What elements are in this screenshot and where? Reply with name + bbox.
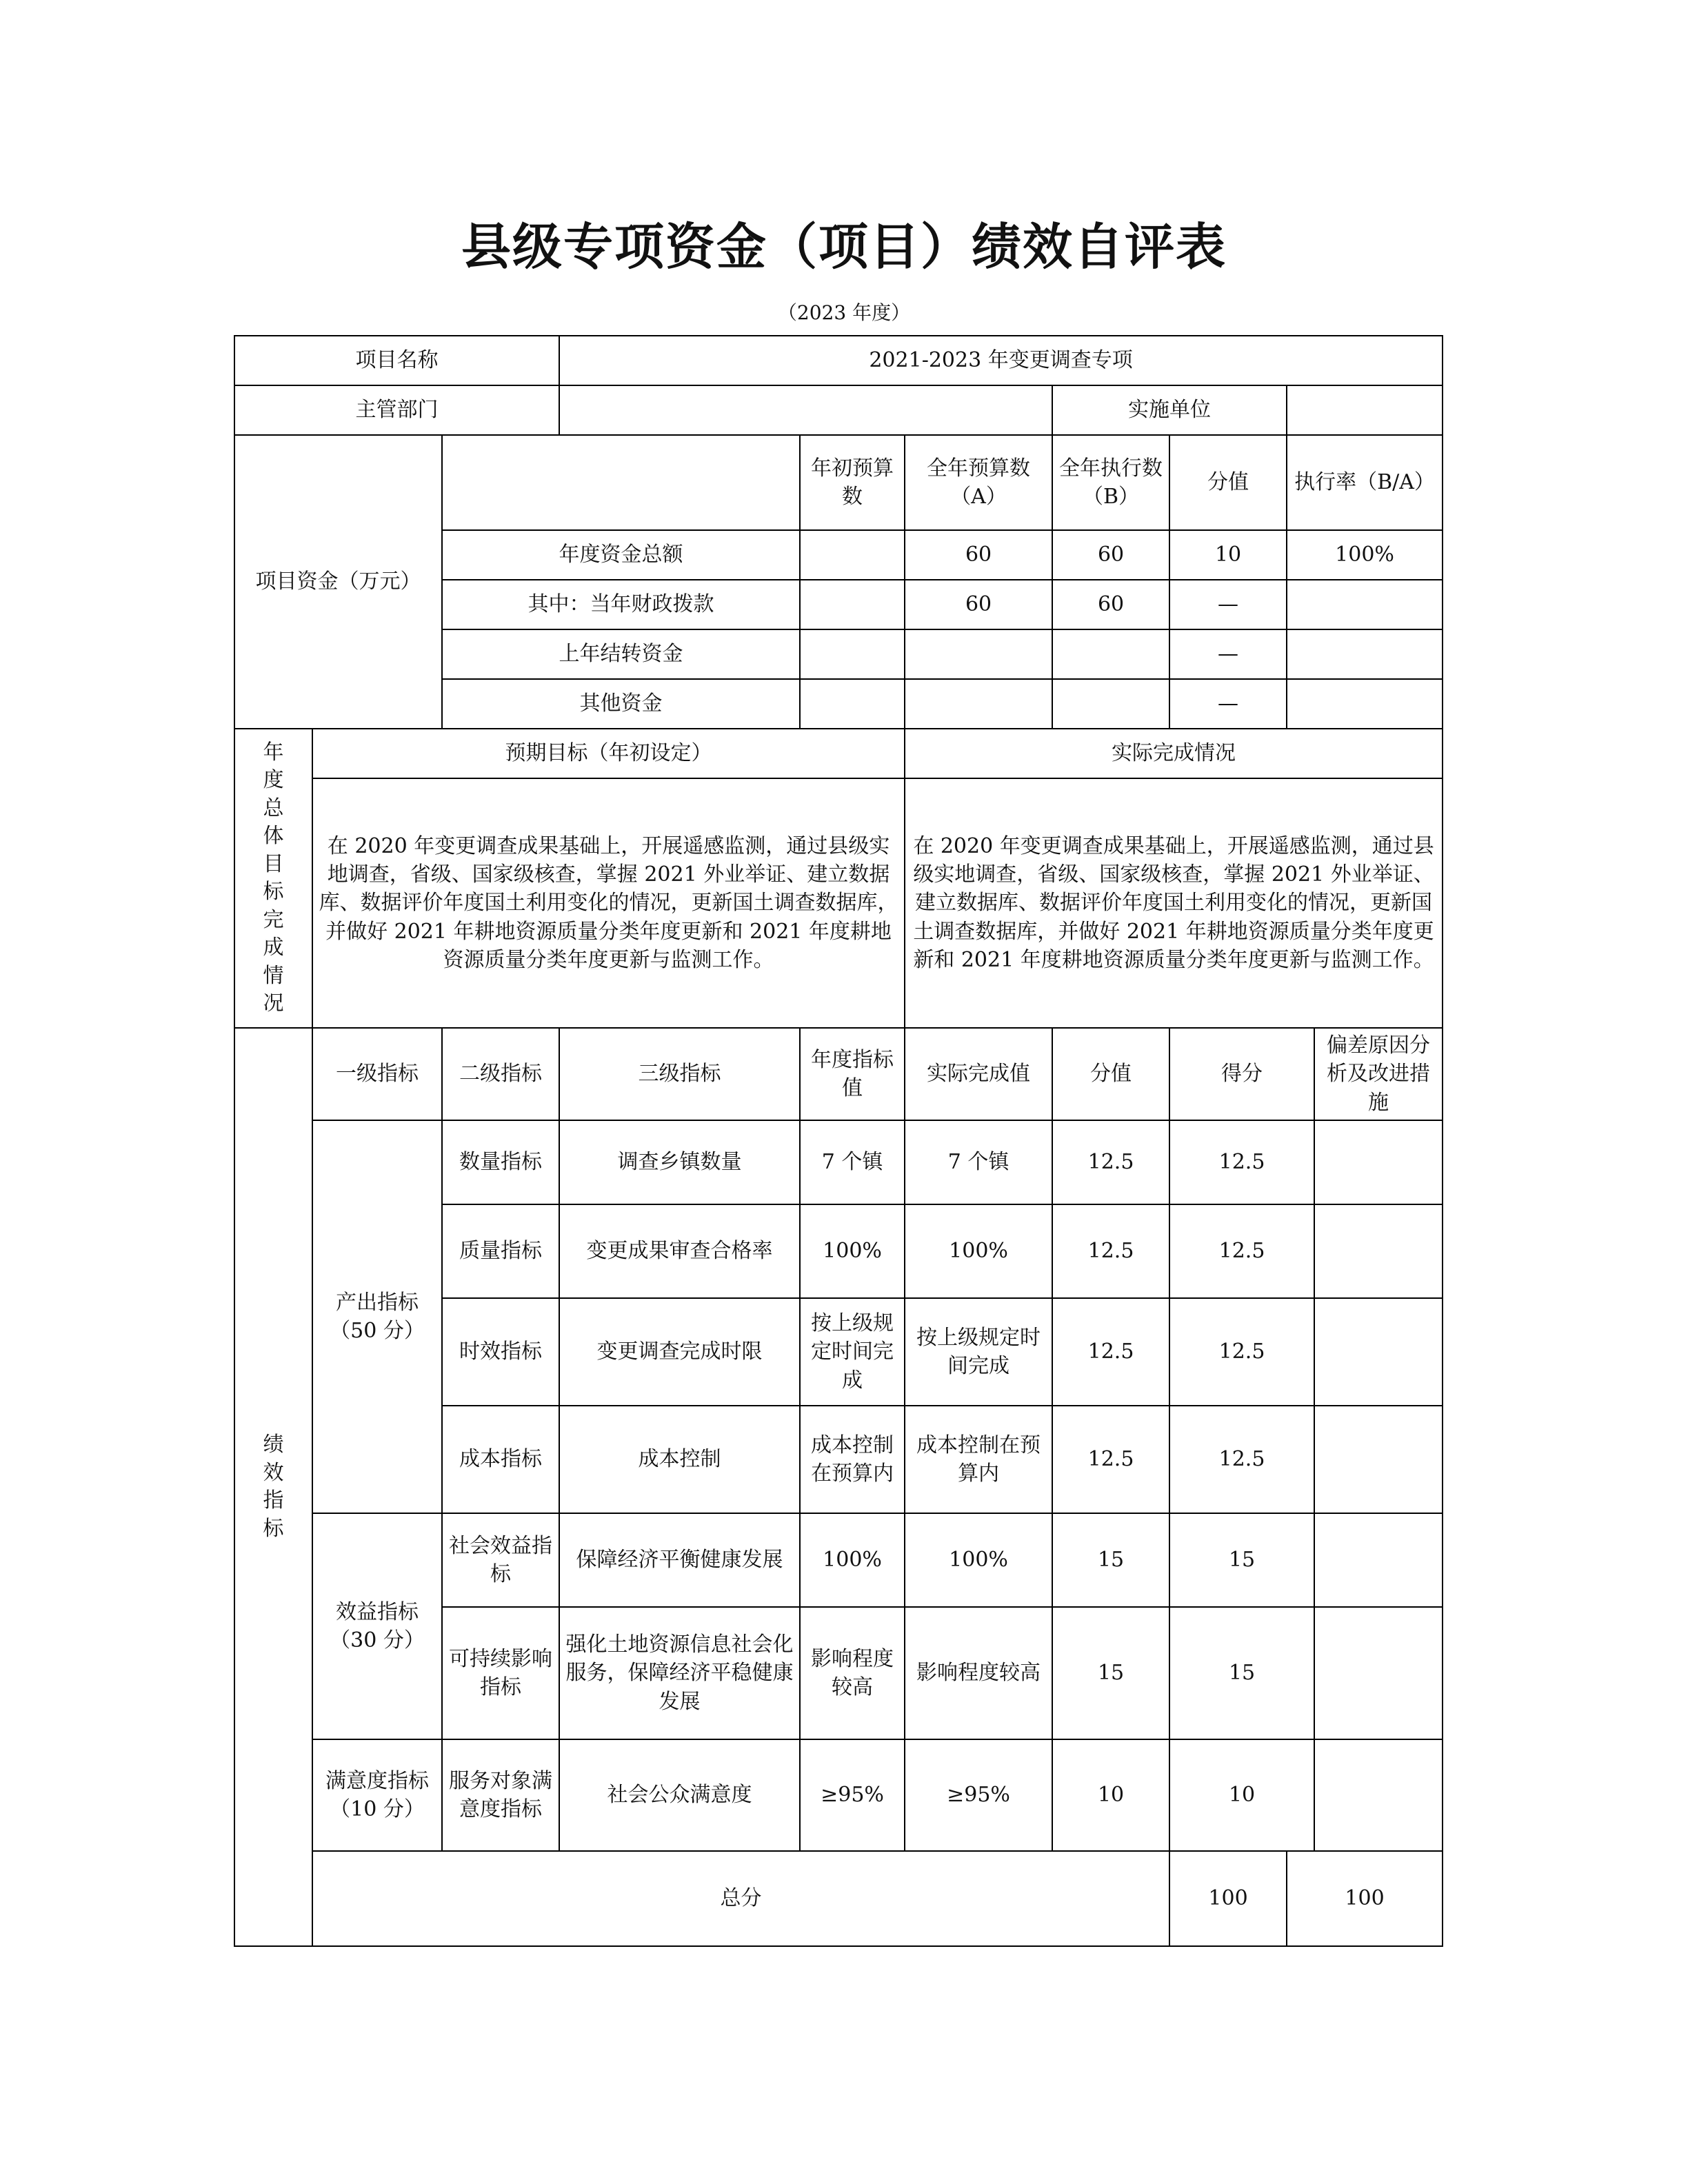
indicator-level2: 服务对象满意度指标 <box>442 1739 559 1851</box>
funds-row-label: 上年结转资金 <box>442 629 800 679</box>
indicator-level2: 成本指标 <box>442 1406 559 1513</box>
project-name-value: 2021-2023 年变更调查专项 <box>559 336 1443 385</box>
indicator-actual: 影响程度较高 <box>905 1607 1052 1739</box>
funds-label: 项目资金（万元） <box>234 435 442 729</box>
indicator-level2: 可持续影响指标 <box>442 1607 559 1739</box>
indicator-deviation <box>1314 1204 1443 1298</box>
self-evaluation-table <box>234 335 1443 1947</box>
funds-executed <box>1052 629 1169 679</box>
funds-annual <box>905 679 1052 729</box>
indicator-actual: 成本控制在预算内 <box>905 1406 1052 1513</box>
indicator-row <box>234 1120 1443 1204</box>
indicator-score: 15 <box>1169 1513 1314 1607</box>
funds-header-annual: 全年预算数（A） <box>905 435 1052 530</box>
dept-value <box>559 385 1052 435</box>
indicator-level3: 调查乡镇数量 <box>559 1120 800 1204</box>
funds-initial <box>800 530 905 580</box>
indicator-score-value: 12.5 <box>1052 1204 1169 1298</box>
funds-header-score-value: 分值 <box>1169 435 1287 530</box>
indicator-level3: 社会公众满意度 <box>559 1739 800 1851</box>
indicator-level2: 时效指标 <box>442 1298 559 1406</box>
funds-executed <box>1052 679 1169 729</box>
indicator-deviation <box>1314 1120 1443 1204</box>
indicator-score-value: 10 <box>1052 1739 1169 1851</box>
indicator-score-value: 12.5 <box>1052 1120 1169 1204</box>
indicator-actual: 按上级规定时间完成 <box>905 1298 1052 1406</box>
indicator-target: 7 个镇 <box>800 1120 905 1204</box>
indicator-level3: 变更成果审查合格率 <box>559 1204 800 1298</box>
indicator-target: 影响程度较高 <box>800 1607 905 1739</box>
funds-initial <box>800 679 905 729</box>
indicator-actual: 7 个镇 <box>905 1120 1052 1204</box>
funds-score-value: — <box>1169 629 1287 679</box>
impl-unit-label: 实施单位 <box>1052 385 1287 435</box>
indicator-level1: 产出指标（50 分） <box>312 1120 442 1513</box>
goals-actual-text: 在 2020 年变更调查成果基础上，开展遥感监测，通过县级实地调查，省级、国家级核查，掌握 2021 外业举证、建立数据库、数据评价年度国土利用变化的情况，更新国土调查数据库，并做好 2021 年耕地资源质量分类年度更新和 2021 年度耕地资源质量分类年度更新与监测工作。 <box>905 778 1443 1028</box>
indicator-score-value: 15 <box>1052 1607 1169 1739</box>
dept-label: 主管部门 <box>234 385 559 435</box>
funds-score-value: — <box>1169 580 1287 629</box>
impl-unit-value <box>1287 385 1443 435</box>
funds-initial <box>800 580 905 629</box>
indicators-header-level2: 二级指标 <box>442 1028 559 1120</box>
funds-row-label: 其他资金 <box>442 679 800 729</box>
indicator-score-value: 15 <box>1052 1513 1169 1607</box>
indicators-header-level3: 三级指标 <box>559 1028 800 1120</box>
funds-header-exec-rate: 执行率（B/A） <box>1287 435 1443 530</box>
indicator-level3: 成本控制 <box>559 1406 800 1513</box>
indicator-target: 100% <box>800 1513 905 1607</box>
indicator-actual: ≥95% <box>905 1739 1052 1851</box>
total-score: 100 <box>1287 1851 1443 1946</box>
indicators-label: 绩效指标 <box>234 1028 312 1946</box>
indicator-row <box>234 1513 1443 1607</box>
indicator-row <box>234 1739 1443 1851</box>
indicator-score: 12.5 <box>1169 1298 1314 1406</box>
funds-score-value: 10 <box>1169 530 1287 580</box>
indicator-deviation <box>1314 1607 1443 1739</box>
indicator-actual: 100% <box>905 1513 1052 1607</box>
indicator-deviation <box>1314 1739 1443 1851</box>
funds-executed: 60 <box>1052 580 1169 629</box>
indicator-level3: 强化土地资源信息社会化服务，保障经济平稳健康发展 <box>559 1607 800 1739</box>
indicator-score: 10 <box>1169 1739 1314 1851</box>
funds-exec-rate: 100% <box>1287 530 1443 580</box>
indicator-level1: 满意度指标（10 分） <box>312 1739 442 1851</box>
indicator-actual: 100% <box>905 1204 1052 1298</box>
indicator-deviation <box>1314 1513 1443 1607</box>
indicator-target: 成本控制在预算内 <box>800 1406 905 1513</box>
indicators-header-level1: 一级指标 <box>312 1028 442 1120</box>
funds-exec-rate <box>1287 629 1443 679</box>
goals-expected-text: 在 2020 年变更调查成果基础上，开展遥感监测，通过县级实地调查，省级、国家级核查，掌握 2021 外业举证、建立数据库、数据评价年度国土利用变化的情况，更新国土调查数据库，并做好 2021 年耕地资源质量分类年度更新和 2021 年度耕地资源质量分类年度更新与监测工作。 <box>312 778 905 1028</box>
goals-actual-header: 实际完成情况 <box>905 729 1443 778</box>
funds-header-blank <box>442 435 800 530</box>
indicator-target: 按上级规定时间完成 <box>800 1298 905 1406</box>
indicator-score-value: 12.5 <box>1052 1298 1169 1406</box>
total-label: 总分 <box>312 1851 1169 1946</box>
indicator-score-value: 12.5 <box>1052 1406 1169 1513</box>
funds-header-initial: 年初预算数 <box>800 435 905 530</box>
document-title: 县级专项资金（项目）绩效自评表 <box>461 218 1227 276</box>
indicator-deviation <box>1314 1406 1443 1513</box>
indicator-target: ≥95% <box>800 1739 905 1851</box>
indicator-level1: 效益指标（30 分） <box>312 1513 442 1739</box>
funds-header-executed: 全年执行数（B） <box>1052 435 1169 530</box>
indicators-header-actual: 实际完成值 <box>905 1028 1052 1120</box>
funds-annual <box>905 629 1052 679</box>
funds-row-label: 其中：当年财政拨款 <box>442 580 800 629</box>
indicators-header-score-value: 分值 <box>1052 1028 1169 1120</box>
total-score-value: 100 <box>1169 1851 1287 1946</box>
indicators-header-score: 得分 <box>1169 1028 1314 1120</box>
funds-initial <box>800 629 905 679</box>
indicator-score: 12.5 <box>1169 1120 1314 1204</box>
funds-annual: 60 <box>905 580 1052 629</box>
funds-executed: 60 <box>1052 530 1169 580</box>
indicator-level3: 变更调查完成时限 <box>559 1298 800 1406</box>
project-name-label: 项目名称 <box>234 336 559 385</box>
indicator-deviation <box>1314 1298 1443 1406</box>
total-row <box>234 1851 1443 1946</box>
funds-exec-rate <box>1287 679 1443 729</box>
funds-row-label: 年度资金总额 <box>442 530 800 580</box>
funds-annual: 60 <box>905 530 1052 580</box>
document-year: （2023 年度） <box>777 301 911 324</box>
funds-exec-rate <box>1287 580 1443 629</box>
indicator-level3: 保障经济平衡健康发展 <box>559 1513 800 1607</box>
indicator-score: 12.5 <box>1169 1406 1314 1513</box>
indicator-level2: 数量指标 <box>442 1120 559 1204</box>
indicator-score: 15 <box>1169 1607 1314 1739</box>
indicator-level2: 质量指标 <box>442 1204 559 1298</box>
indicator-level2: 社会效益指标 <box>442 1513 559 1607</box>
indicator-target: 100% <box>800 1204 905 1298</box>
goals-label: 年度总体目标完成情况 <box>234 729 312 1028</box>
indicators-header-target: 年度指标值 <box>800 1028 905 1120</box>
indicators-header-deviation: 偏差原因分析及改进措施 <box>1314 1028 1443 1120</box>
goals-expected-header: 预期目标（年初设定） <box>312 729 905 778</box>
indicator-score: 12.5 <box>1169 1204 1314 1298</box>
funds-score-value: — <box>1169 679 1287 729</box>
